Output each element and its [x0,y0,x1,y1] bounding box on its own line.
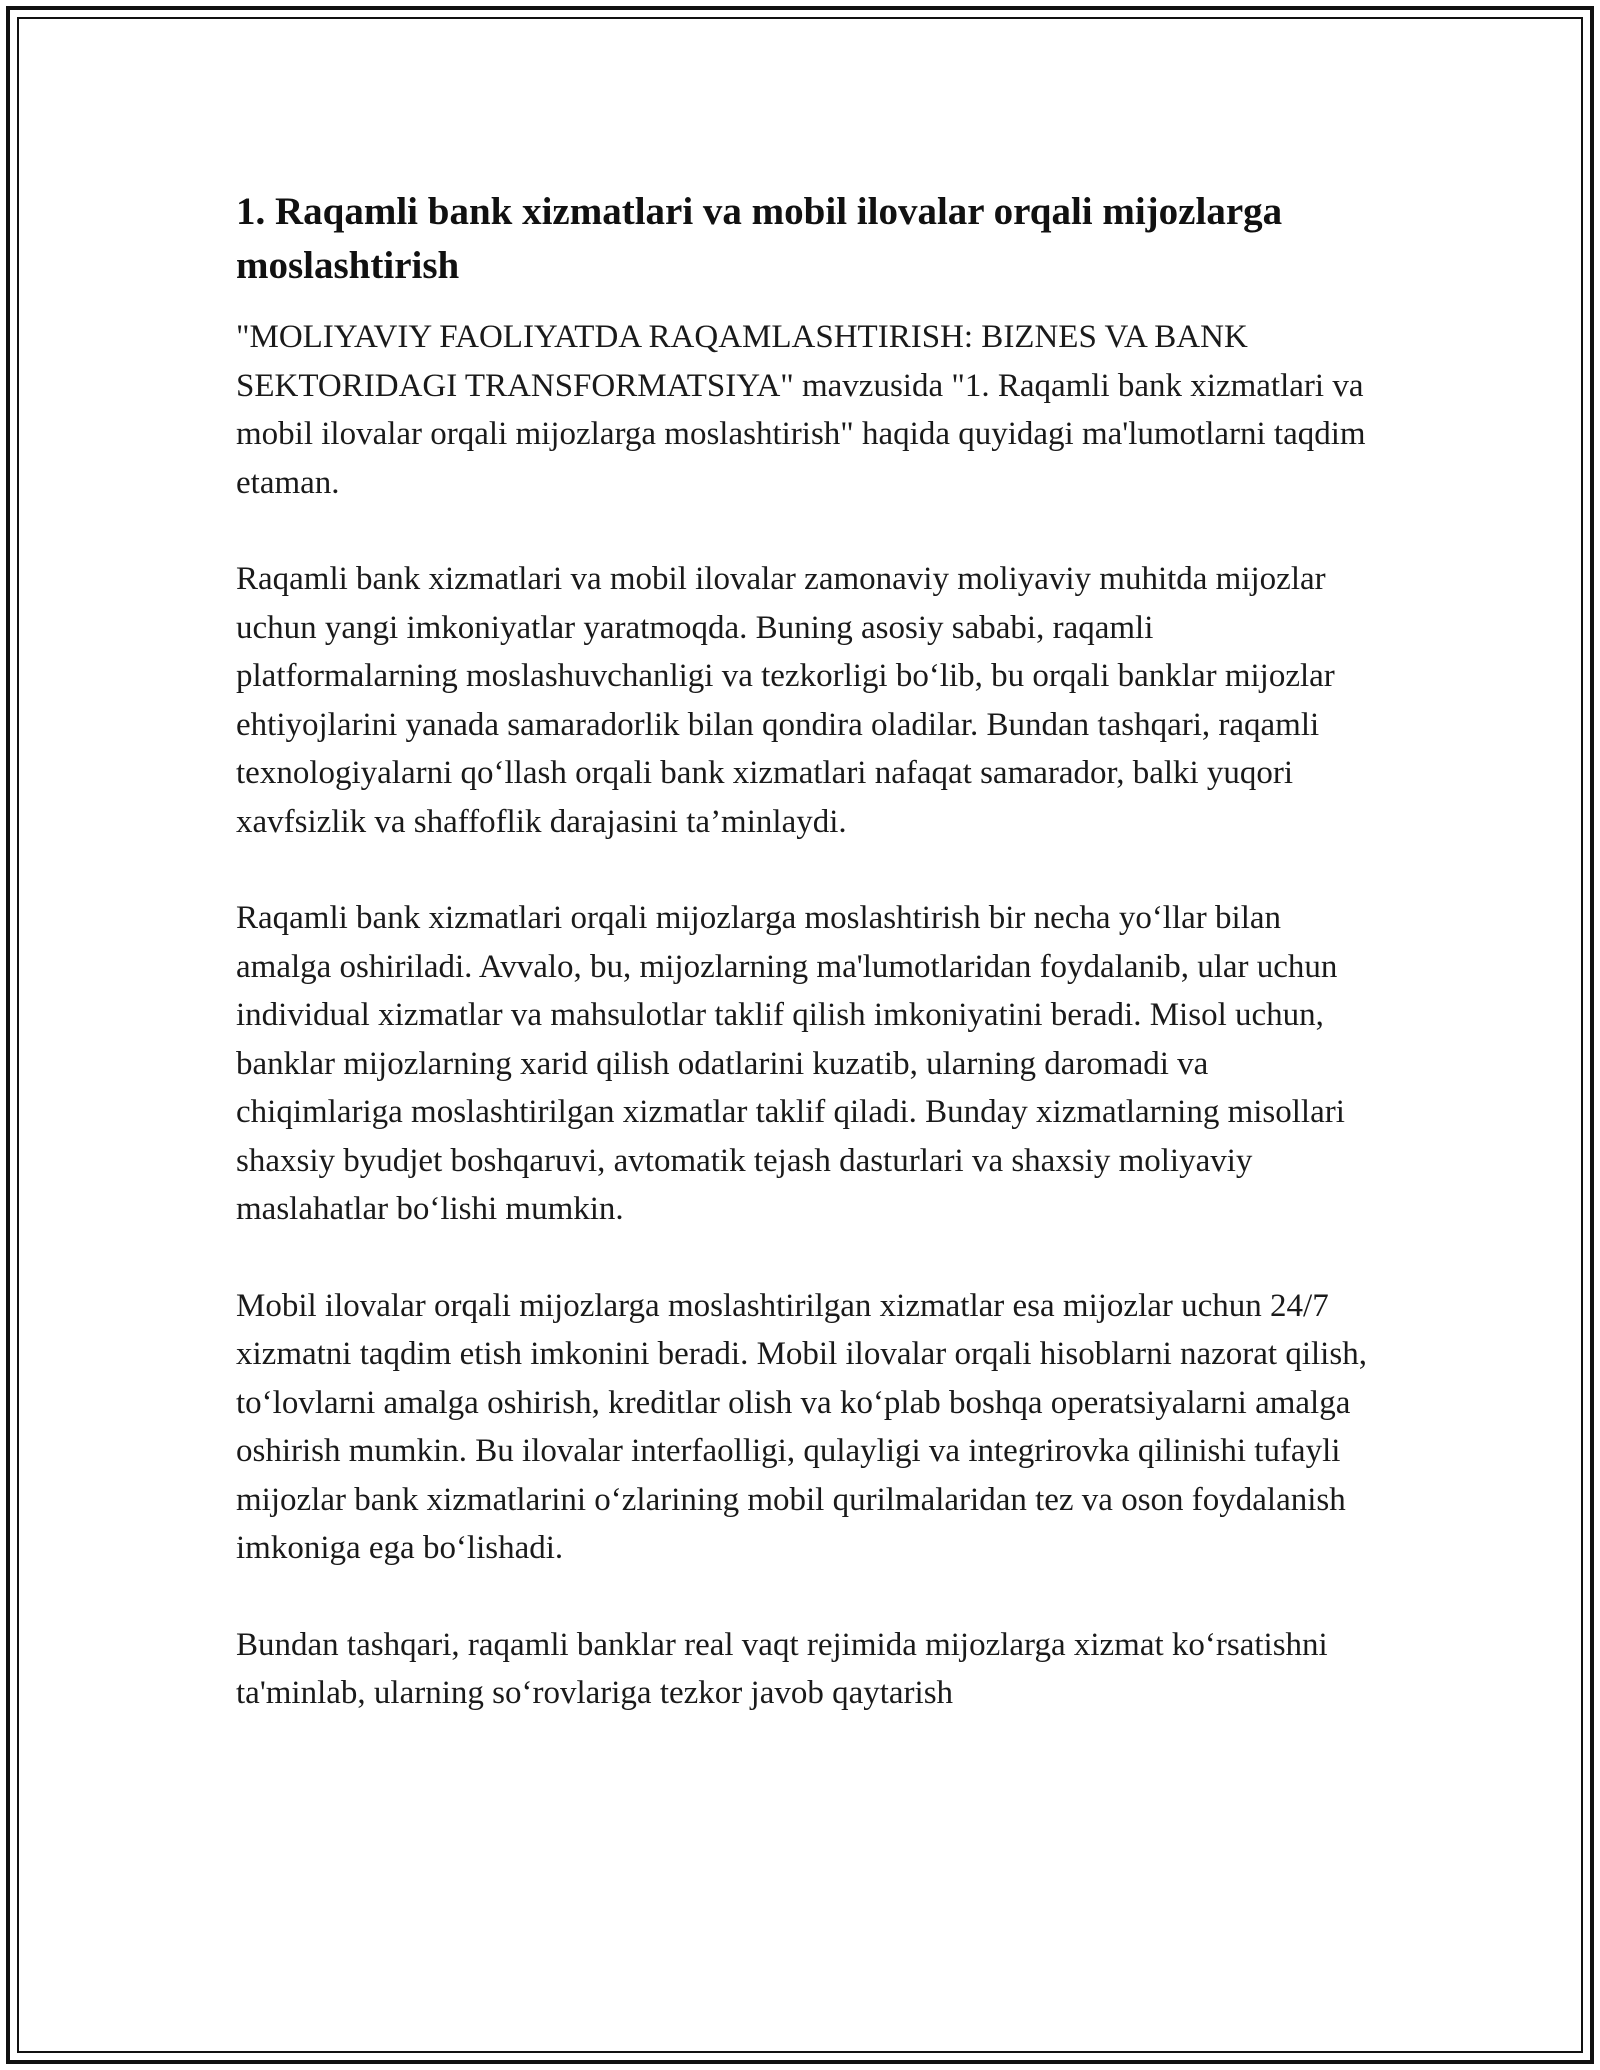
document-body [236,185,1371,1766]
paragraph-mobile-apps: Mobil ilovalar orqali mijozlarga moslashtirilgan xizmatlar esa mijozlar uchun 24/7 xizmatni taqdim etish imkonini beradi. Mobil ilovalar orqali hisoblarni nazorat qilish, to‘lovlarni amalga oshirish, kreditlar olish va ko‘plab boshqa operatsiyalarni amalga oshirish mumkin. Bu ilovalar interfaolligi, qulayligi va integrirovka qilinishi tufayli mijozlar bank xizmatlarini o‘zlarining mobil qurilmalaridan tez va oson foydalanish imkoniga ega bo‘lishadi. [236,1287,1367,1566]
paragraph-customization: Raqamli bank xizmatlari orqali mijozlarga moslashtirish bir necha yo‘llar bilan amalga oshiriladi. Avvalo, bu, mijozlarning ma'lumotlaridan foydalanib, ular uchun individual xizmatlar va mahsulotlar taklif qilish imkoniyatini beradi. Misol uchun, banklar mijozlarning xarid qilish odatlarini kuzatib, ularning daromadi va chiqimlariga moslashtirilgan xizmatlar taklif qiladi. Bunday xizmatlarning misollari shaxsiy byudjet boshqaruvi, avtomatik tejash dasturlari va shaxsiy moliyaviy maslahatlar bo‘lishi mumkin. [236,900,1345,1227]
paragraph-realtime: Bundan tashqari, raqamli banklar real vaqt rejimida mijozlarga xizmat ko‘rsatishni ta'minlab, ularning so‘rovlariga tezkor javob qaytarish [236,1626,1328,1711]
paragraph-digital-services: Raqamli bank xizmatlari va mobil ilovalar zamonaviy moliyaviy muhitda mijozlar uchun yangi imkoniyatlar yaratmoqda. Buning asosiy sababi, raqamli platformalarning moslashuvchanligi va tezkorligi bo‘lib, bu orqali banklar mijozlar ehtiyojlarini yanada samaradorlik bilan qondira oladilar. Bundan tashqari, raqamli texnologiyalarni qo‘llash orqali bank xizmatlari nafaqat samarador, balki yuqori xavfsizlik va shaffoflik darajasini ta’minlaydi. [236,561,1335,840]
section-heading: 1. Raqamli bank xizmatlari va mobil ilovalar orqali mijozlarga moslashtirish [236,190,1283,287]
paragraph-intro: "MOLIYAVIY FAOLIYATDA RAQAMLASHTIRISH: BIZNES VA BANK SEKTORIDAGI TRANSFORMATSIYA" mavzusida "1. Raqamli bank xizmatlari va mobil ilovalar orqali mijozlarga moslashtirish" haqida quyidagi ma'lumotlarni taqdim etaman. [236,319,1366,501]
